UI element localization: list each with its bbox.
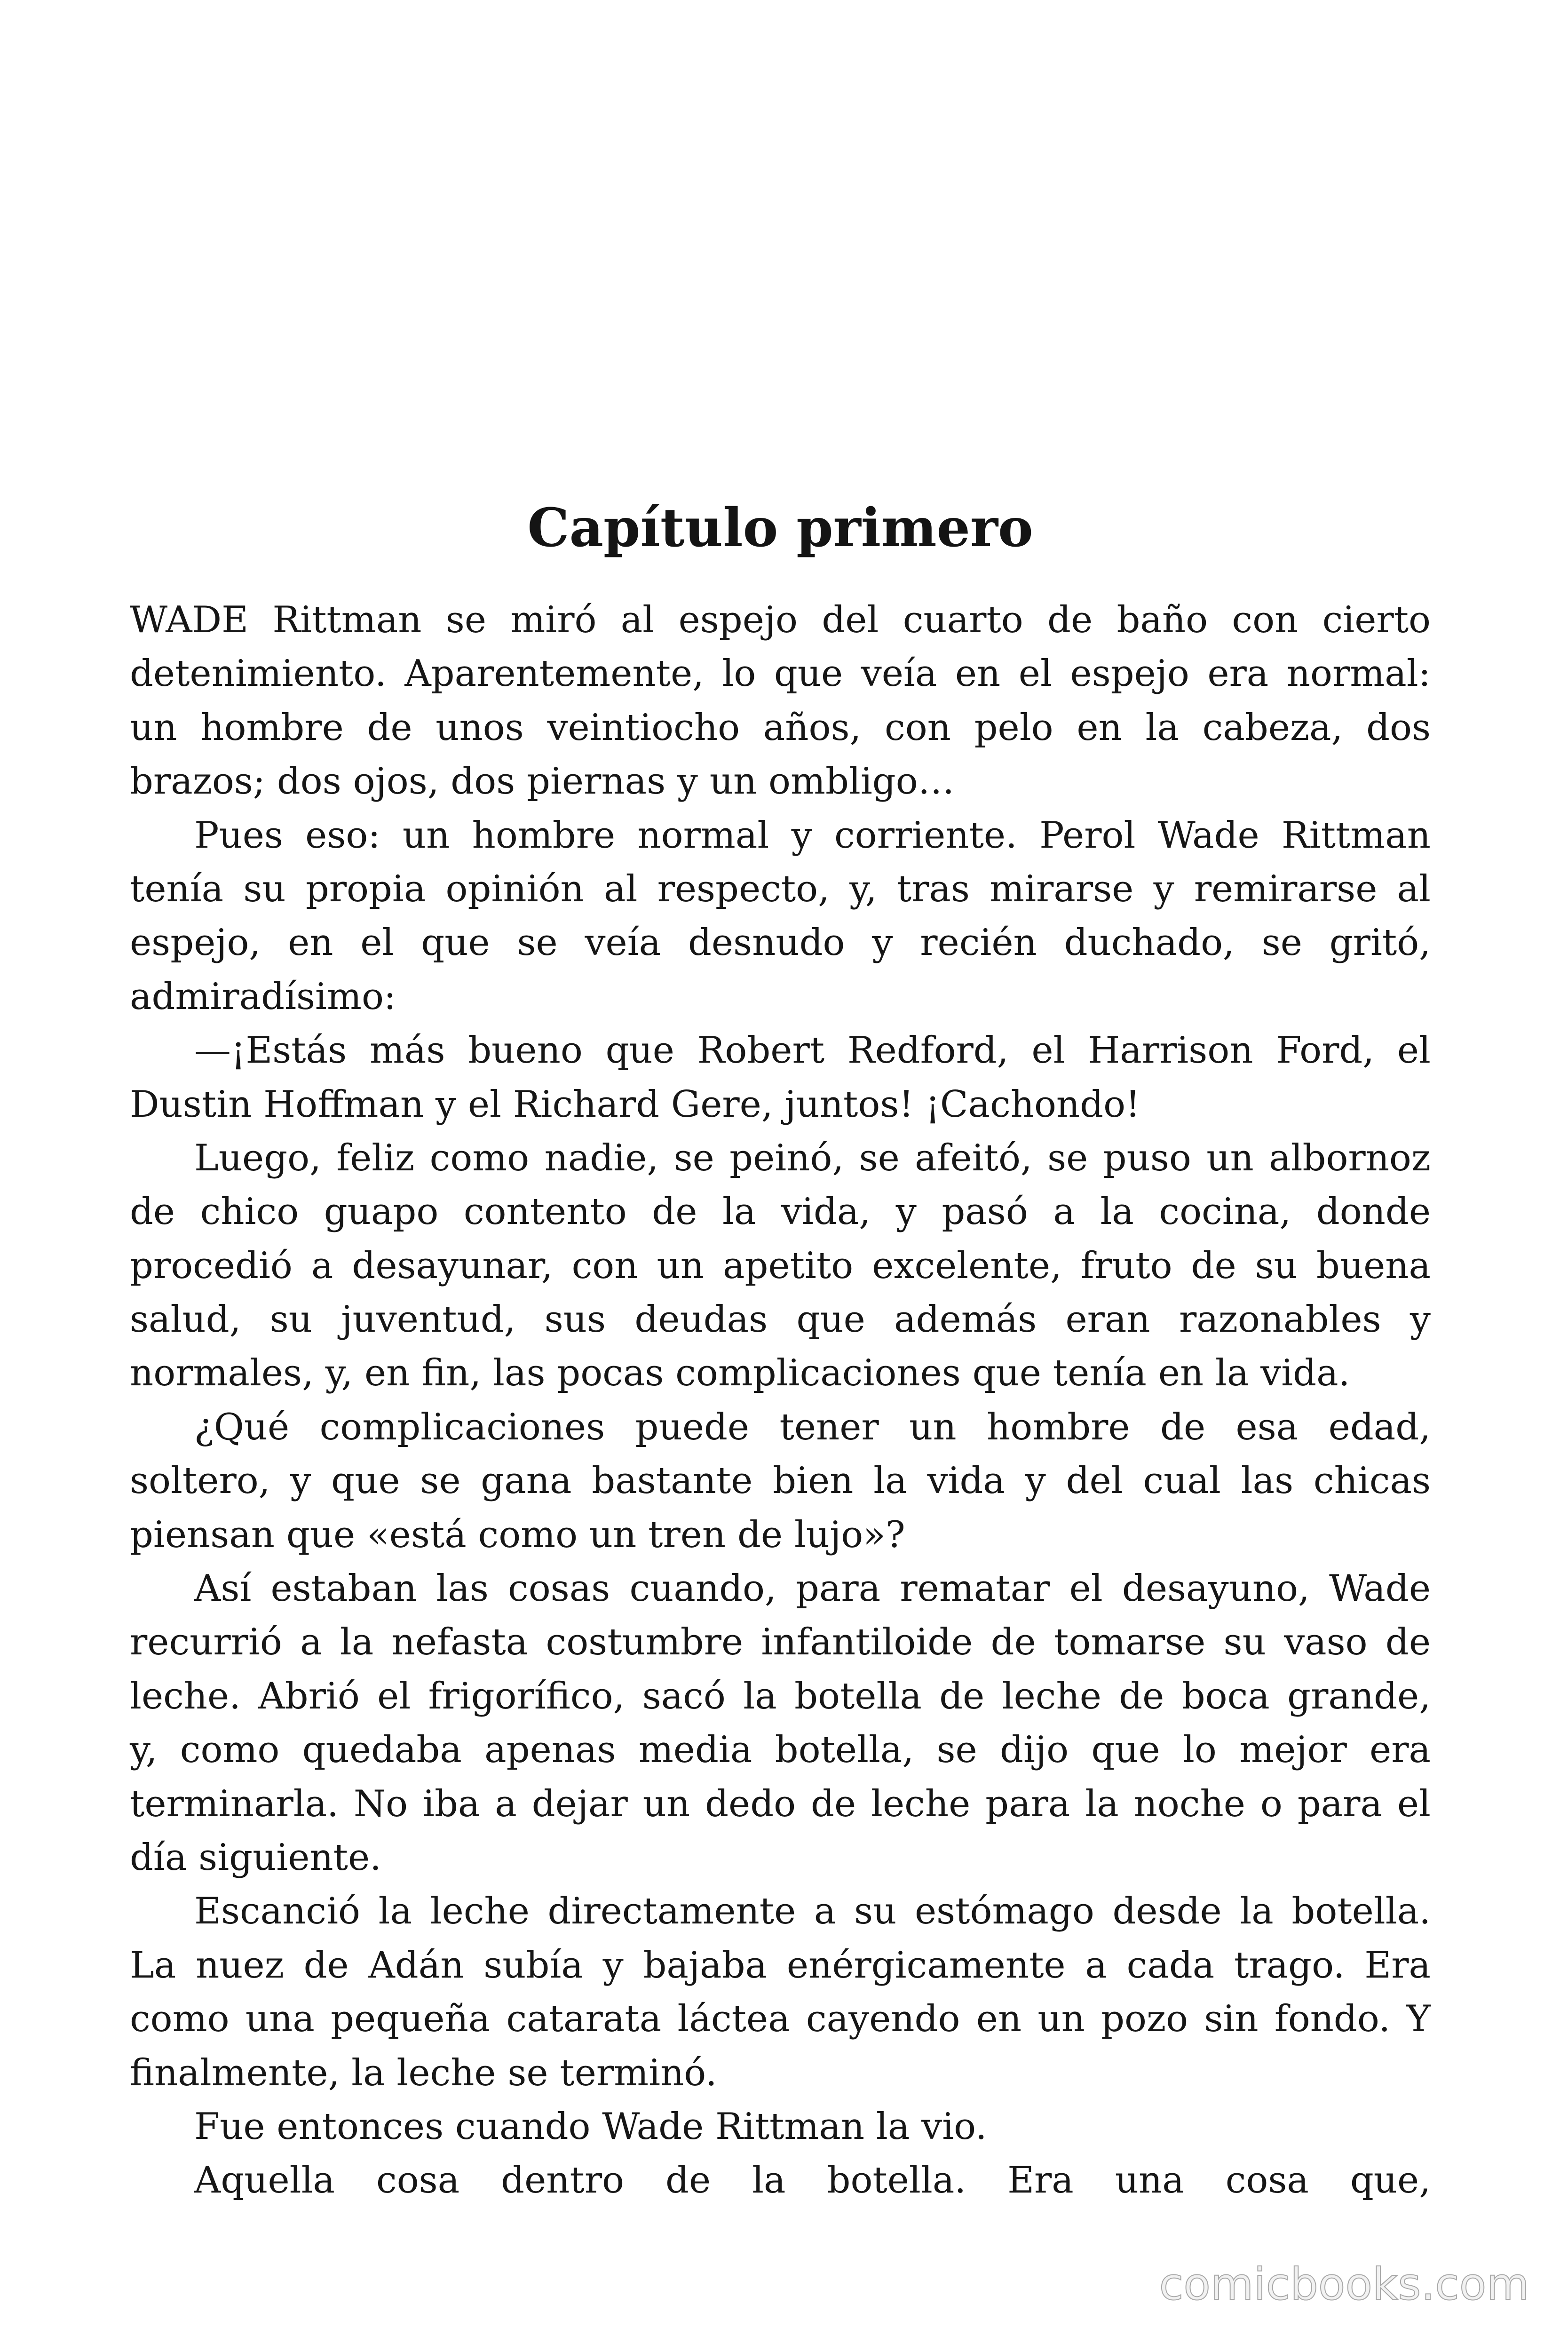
text-line: Fue entonces cuando Wade Rittman la vio. — [194, 2105, 987, 2148]
text-line: Pues eso: un hombre normal y corriente. Perol Wade Rittman — [194, 814, 1431, 857]
text-line: Dustin Hoffman y el Richard Gere, juntos! ¡Cachondo! — [130, 1083, 1140, 1126]
paragraph — [130, 1024, 1431, 1131]
text-line: brazos; dos ojos, dos piernas y un ombligo… — [130, 760, 955, 803]
paragraph — [130, 1131, 1431, 1400]
text-line: un hombre de unos veintiocho años, con pelo en la cabeza, dos — [130, 706, 1431, 749]
text-line: leche. Abrió el frigorífico, sacó la botella de leche de boca grande, — [130, 1675, 1431, 1717]
text-line: Escanció la leche directamente a su estómago desde la botella. — [194, 1890, 1431, 1933]
chapter-title: Capítulo primero — [527, 497, 1033, 559]
text-line: soltero, y que se gana bastante bien la vida y del cual las chicas — [130, 1460, 1431, 1502]
text-line: normales, y, en fin, las pocas complicaciones que tenía en la vida. — [130, 1352, 1350, 1395]
text-line: Luego, feliz como nadie, se peinó, se afeitó, se puso un albornoz — [194, 1136, 1431, 1179]
text-line: piensan que «está como un tren de lujo»? — [130, 1513, 905, 1556]
text-line: procedió a desayunar, con un apetito excelente, fruto de su buena — [130, 1244, 1431, 1287]
paragraph — [130, 1884, 1431, 2100]
paragraph — [130, 593, 1431, 809]
body-text — [130, 593, 1431, 2208]
text-line: de chico guapo contento de la vida, y pasó a la cocina, donde — [130, 1191, 1431, 1233]
text-line: detenimiento. Aparentemente, lo que veía en el espejo era normal: — [130, 652, 1431, 695]
text-line: tenía su propia opinión al respecto, y, tras mirarse y remirarse al — [130, 867, 1431, 910]
paragraph — [130, 2100, 1431, 2153]
text-line: Aquella cosa dentro de la botella. Era una cosa que, — [194, 2159, 1431, 2202]
text-line: La nuez de Adán subía y bajaba enérgicamente a cada trago. Era — [130, 1944, 1431, 1986]
text-line: ¿Qué complicaciones puede tener un hombre de esa edad, — [194, 1406, 1431, 1448]
text-line: espejo, en el que se veía desnudo y recién duchado, se gritó, — [130, 922, 1431, 964]
paragraph — [130, 2153, 1431, 2207]
text-line: finalmente, la leche se terminó. — [130, 2051, 717, 2094]
text-line: Así estaban las cosas cuando, para rematar el desayuno, Wade — [194, 1567, 1431, 1610]
text-line: WADE Rittman se miró al espejo del cuarto de baño con cierto — [130, 599, 1431, 641]
text-line: recurrió a la nefasta costumbre infantiloide de tomarse su vaso de — [130, 1621, 1431, 1664]
paragraph — [130, 1400, 1431, 1562]
text-line: salud, su juventud, sus deudas que además eran razonables y — [130, 1298, 1431, 1341]
text-line: como una pequeña catarata láctea cayendo en un pozo sin fondo. Y — [130, 1998, 1431, 2041]
paragraph — [130, 1562, 1431, 1884]
text-line: día siguiente. — [130, 1836, 381, 1879]
paragraph — [130, 809, 1431, 1024]
text-line: terminarla. No iba a dejar un dedo de leche para la noche o para el — [130, 1782, 1431, 1825]
text-line: admiradísimo: — [130, 975, 396, 1018]
text-line: y, como quedaba apenas media botella, se dijo que lo mejor era — [130, 1729, 1431, 1772]
text-line: —¡Estás más bueno que Robert Redford, el Harrison Ford, el — [194, 1029, 1431, 1072]
watermark-logo: comicbooks.com — [1159, 2259, 1529, 2310]
